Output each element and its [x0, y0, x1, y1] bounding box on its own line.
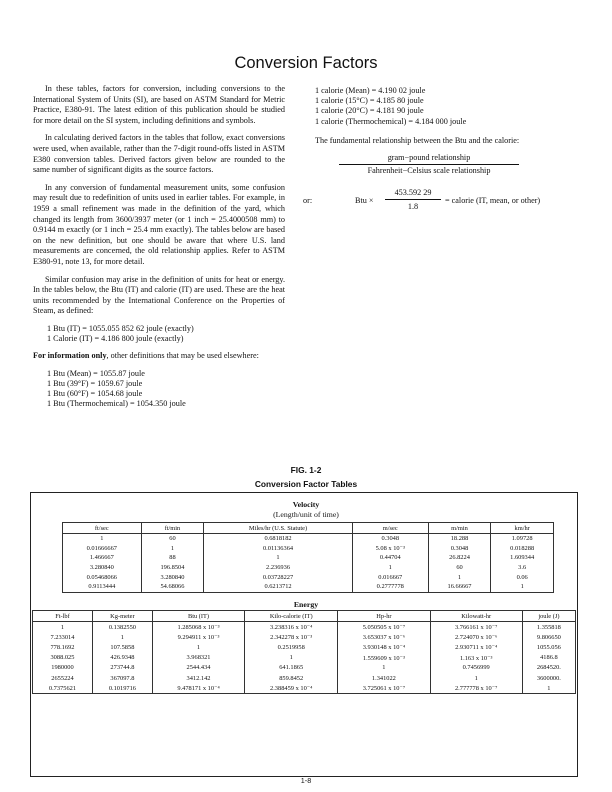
table-cell: 3088.025: [33, 653, 93, 663]
table-cell: 2.236936: [204, 563, 353, 573]
table-row: [33, 622, 576, 633]
fraction-denominator: Fahrenheit−Celsius scale relationship: [367, 166, 491, 176]
table-cell: 0.9113444: [63, 582, 142, 592]
table-cell: 1.466667: [63, 553, 142, 563]
table-cell: 1: [63, 534, 142, 544]
table-cell: 0.2519958: [245, 642, 338, 652]
table-cell: 107.5858: [92, 642, 152, 652]
table-cell: 1: [245, 653, 338, 663]
table-cell: 60: [141, 534, 204, 544]
table-row: [63, 553, 554, 563]
energy-header-row: [33, 611, 576, 622]
energy-header: joule (J): [522, 611, 575, 622]
table-cell: 1.609344: [491, 553, 554, 563]
btu-39f: 1 Btu (39°F) = 1059.67 joule: [47, 379, 143, 389]
table-row: [63, 544, 554, 554]
table-cell: 88: [141, 553, 204, 563]
velocity-header: ft/min: [141, 523, 204, 534]
energy-header: Ft-lbf: [33, 611, 93, 622]
table-row: [33, 642, 576, 652]
table-cell: 18.288: [428, 534, 491, 544]
table-cell: 0.7375621: [33, 683, 93, 694]
table-cell: 26.8224: [428, 553, 491, 563]
table-row: [63, 534, 554, 544]
table-cell: 3.968321: [152, 653, 244, 663]
table-cell: 54.68066: [141, 582, 204, 592]
table-cell: 3.280840: [63, 563, 142, 573]
relationship-paragraph: The fundamental relationship between the Btu and the calorie:: [315, 135, 520, 145]
table-cell: 1: [141, 544, 204, 554]
equation-fraction-bar: [385, 199, 441, 200]
btu-60f: 1 Btu (60°F) = 1054.68 joule: [47, 389, 143, 399]
equation-rhs: = calorie (IT, mean, or other): [445, 196, 541, 206]
defined-units-list: [33, 324, 285, 344]
figure-label: FIG. 1-2: [290, 465, 322, 475]
table-cell: 1.285068 x 10⁻³: [152, 622, 244, 633]
table-cell: 859.8452: [245, 673, 338, 683]
table-cell: 1: [338, 663, 430, 673]
heat-units-paragraph: Similar confusion may arise in the definition of units for heat or energy. In the tables below, the Btu (IT) and calorie (IT) are used. These are the heat units recommended by the International Conference on the Properties of Steam, as defined:: [33, 274, 285, 316]
table-cell: 0.018288: [491, 544, 554, 554]
table-cell: 1: [522, 683, 575, 694]
equation-lhs: Btu ×: [355, 196, 374, 206]
table-cell: 1: [204, 553, 353, 563]
table-cell: 367097.8: [92, 673, 152, 683]
table-row: [63, 572, 554, 582]
fraction-bar: [339, 164, 519, 165]
table-cell: 0.3048: [352, 534, 428, 544]
table-cell: 0.6213712: [204, 582, 353, 592]
table-cell: 2.388459 x 10⁻⁴: [245, 683, 338, 694]
table-cell: 3.653037 x 10⁻⁶: [338, 632, 430, 642]
table-row: [33, 653, 576, 663]
velocity-header: km/hr: [491, 523, 554, 534]
table-cell: 2.930711 x 10⁻⁴: [430, 642, 522, 652]
calorie-mean: 1 calorie (Mean) = 4.190 02 joule: [315, 86, 426, 95]
page-number: 1-8: [300, 776, 312, 785]
table-cell: 1.341022: [338, 673, 430, 683]
velocity-header: ft/sec: [63, 523, 142, 534]
calorie-20c: 1 calorie (20°C) = 4.181 90 joule: [315, 106, 424, 116]
energy-title: Energy: [293, 600, 319, 609]
table-cell: 1.355818: [522, 622, 575, 633]
btu-thermochemical: 1 Btu (Thermochemical) = 1054.350 joule: [47, 399, 186, 409]
table-cell: 2.342278 x 10⁻³: [245, 632, 338, 642]
equation-denominator: 1.8: [407, 202, 419, 212]
table-cell: 0.7456999: [430, 663, 522, 673]
energy-header: Kilowatt-hr: [430, 611, 522, 622]
btu-calorie-equation: [303, 188, 556, 214]
table-cell: 1: [152, 642, 244, 652]
table-cell: 1: [92, 632, 152, 642]
table-cell: 1: [428, 572, 491, 582]
btu-mean: 1 Btu (Mean) = 1055.87 joule: [47, 368, 145, 378]
table-cell: 3412.142: [152, 673, 244, 683]
table-cell: 3.766161 x 10⁻⁷: [430, 622, 522, 633]
table-cell: 2684520.: [522, 663, 575, 673]
table-cell: 5.08 x 10⁻³: [352, 544, 428, 554]
table-cell: 0.6818182: [204, 534, 353, 544]
table-row: [33, 683, 576, 694]
table-cell: 0.1382550: [92, 622, 152, 633]
velocity-subtitle: (Length/unit of time): [273, 510, 339, 519]
table-cell: 0.01666667: [63, 544, 142, 554]
info-rest: , other definitions that may be used elsewhere:: [106, 351, 259, 361]
table-cell: 16.66667: [428, 582, 491, 592]
velocity-table: [62, 522, 554, 593]
table-cell: 273744.8: [92, 663, 152, 673]
table-cell: 0.44704: [352, 553, 428, 563]
table-cell: 4186.8: [522, 653, 575, 663]
table-cell: 9.478171 x 10⁻⁴: [152, 683, 244, 694]
calorie-definitions-list: [303, 86, 556, 127]
table-cell: 3.238316 x 10⁻⁴: [245, 622, 338, 633]
equation-numerator: 453.592 29: [394, 188, 432, 198]
table-cell: 1.09728: [491, 534, 554, 544]
energy-header: Btu (IT): [152, 611, 244, 622]
table-cell: 3600000.: [522, 673, 575, 683]
table-cell: 3.280840: [141, 572, 204, 582]
table-cell: 0.05468066: [63, 572, 142, 582]
energy-table: [32, 610, 576, 694]
table-cell: 2.777778 x 10⁻⁷: [430, 683, 522, 694]
table-cell: 426.9348: [92, 653, 152, 663]
yard-definition-paragraph: In any conversion of fundamental measurement units, some confusion may result due to redefinition of units used in earlier tables. For example, in 1959 a small refinement was made in the definition of the yard, which changed its length from 3600/3937 meter (or 1 inch = 25.4000508 mm) to 0.9144 m exactly (or 1 inch = 25.4 mm exactly). The tables below are based on the new definition, but one should be aware that where U.S. land measurements are concerned, the old relationship applies. Refer to ASTM E380-91, note 13, for more detail.: [33, 182, 285, 266]
table-cell: 641.1865: [245, 663, 338, 673]
relationship-fraction: [303, 153, 556, 181]
left-column: [33, 84, 285, 417]
velocity-title: Velocity: [292, 500, 320, 509]
table-cell: 3.930148 x 10⁻⁴: [338, 642, 430, 652]
table-cell: 0.06: [491, 572, 554, 582]
page-title: Conversion Factors: [234, 54, 378, 72]
energy-header: Kilo-calorie (IT): [245, 611, 338, 622]
table-cell: 2.724070 x 10⁻⁶: [430, 632, 522, 642]
table-cell: 3.725061 x 10⁻⁷: [338, 683, 430, 694]
info-paragraph: [33, 351, 285, 362]
table-cell: 3.6: [491, 563, 554, 573]
table-cell: 7.233014: [33, 632, 93, 642]
table-row: [33, 632, 576, 642]
velocity-header: m/sec: [352, 523, 428, 534]
table-cell: 1055.056: [522, 642, 575, 652]
calorie-15c: 1 calorie (15°C) = 4.185 80 joule: [315, 96, 424, 106]
figure-title: Conversion Factor Tables: [254, 479, 358, 489]
table-cell: 1: [430, 673, 522, 683]
table-cell: 9.294911 x 10⁻³: [152, 632, 244, 642]
or-label: or:: [303, 196, 313, 206]
velocity-header: Miles/hr (U.S. Statute): [204, 523, 353, 534]
fraction-numerator: gram−pound relationship: [387, 153, 471, 163]
derived-factors-paragraph: In calculating derived factors in the tables that follow, exact conversions were used, when available, rather than the 7-digit round-offs listed in ASTM E380 conversion tables. Derived factors given below are rounded to the same number of significant digits as the source factors.: [33, 133, 285, 175]
velocity-header-row: [63, 523, 554, 534]
table-cell: 0.3048: [428, 544, 491, 554]
table-cell: 778.1692: [33, 642, 93, 652]
table-cell: 60: [428, 563, 491, 573]
btu-definitions-list: [33, 369, 285, 410]
table-cell: 2655224: [33, 673, 93, 683]
right-column: [303, 86, 556, 214]
table-cell: 1980000: [33, 663, 93, 673]
table-row: [63, 563, 554, 573]
table-cell: 0.1019716: [92, 683, 152, 694]
table-cell: 5.050505 x 10⁻⁷: [338, 622, 430, 633]
table-cell: 0.03728227: [204, 572, 353, 582]
calorie-it-definition: 1 Calorie (IT) = 4.186 800 joule (exactly): [47, 334, 184, 344]
table-cell: 196.8504: [141, 563, 204, 573]
table-cell: 0.2777778: [352, 582, 428, 592]
calorie-thermochemical: 1 calorie (Thermochemical) = 4.184 000 joule: [315, 116, 467, 126]
table-row: [33, 673, 576, 683]
info-bold: For information only: [33, 351, 107, 361]
table-cell: 1.163 x 10⁻³: [430, 653, 522, 663]
table-row: [63, 582, 554, 592]
table-cell: 0.016667: [352, 572, 428, 582]
table-cell: 2544.434: [152, 663, 244, 673]
intro-paragraph: In these tables, factors for conversion, including conversions to the International System of Units (SI), are based on ASTM Standard for Metric Practice, E380-91. The latest edition of this publication should be studied for more detail on the SI system, including definitions and symbols.: [33, 84, 285, 125]
table-cell: 1: [491, 582, 554, 592]
energy-header: Kg-meter: [92, 611, 152, 622]
table-cell: 1: [33, 622, 93, 633]
table-cell: 1: [352, 563, 428, 573]
table-cell: 0.01136364: [204, 544, 353, 554]
table-row: [33, 663, 576, 673]
table-cell: 9.806650: [522, 632, 575, 642]
energy-header: Hp-hr: [338, 611, 430, 622]
btu-it-definition: 1 Btu (IT) = 1055.055 852 62 joule (exactly): [47, 323, 194, 333]
velocity-header: m/min: [428, 523, 491, 534]
table-cell: 1.559609 x 10⁻³: [338, 653, 430, 663]
